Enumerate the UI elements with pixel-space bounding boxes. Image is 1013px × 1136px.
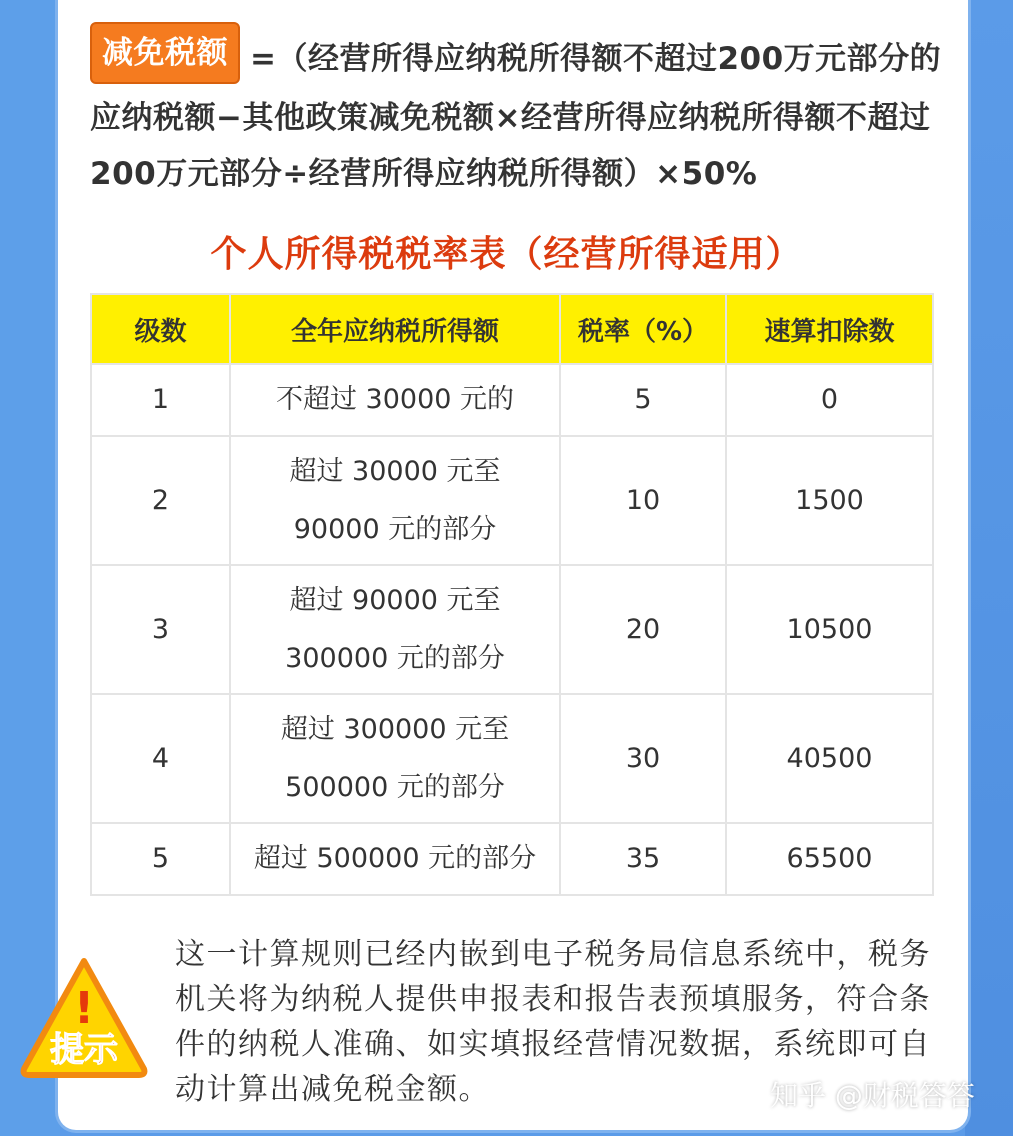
cell-level: 4 xyxy=(91,694,230,823)
cell-range xyxy=(230,364,560,436)
header-tax-rate: 税率（%） xyxy=(560,294,726,364)
cell-rate: 5 xyxy=(560,364,726,436)
cell-range-line: 500000 元的部分 xyxy=(285,771,505,803)
formula-paragraph xyxy=(90,28,960,202)
cell-deduction: 10500 xyxy=(726,565,933,694)
cell-rate: 35 xyxy=(560,823,726,895)
cell-range-line: 90000 元的部分 xyxy=(293,513,497,545)
header-quick-deduction: 速算扣除数 xyxy=(726,294,933,364)
cell-deduction: 0 xyxy=(726,364,933,436)
cell-level: 5 xyxy=(91,823,230,895)
cell-level: 2 xyxy=(91,436,230,565)
right-background-strip xyxy=(965,0,1013,1136)
cell-range-line: 超过 500000 元的部分 xyxy=(253,843,537,874)
cell-range-line: 超过 30000 元至 xyxy=(289,455,501,487)
warning-tip-icon xyxy=(18,955,150,1079)
table-header-row xyxy=(91,294,933,364)
table-row xyxy=(91,436,933,565)
cell-deduction: 65500 xyxy=(726,823,933,895)
cell-range xyxy=(230,436,560,565)
table-row xyxy=(91,694,933,823)
table-row xyxy=(91,565,933,694)
cell-range-line: 超过 300000 元至 xyxy=(280,713,510,745)
watermark: 知乎 @财税答答 xyxy=(770,1079,975,1112)
cell-rate: 30 xyxy=(560,694,726,823)
tip-icon-label: 提示 xyxy=(50,1030,118,1070)
cell-range xyxy=(230,823,560,895)
table-title: 个人所得税税率表（经营所得适用） xyxy=(210,234,803,275)
table-row xyxy=(91,364,933,436)
cell-level: 1 xyxy=(91,364,230,436)
cell-range-line: 超过 90000 元至 xyxy=(289,584,501,616)
cell-range xyxy=(230,694,560,823)
tip-icon-mark: ! xyxy=(73,983,95,1034)
cell-range-line: 300000 元的部分 xyxy=(285,642,505,674)
tax-rate-table xyxy=(90,293,934,896)
cell-rate: 20 xyxy=(560,565,726,694)
cell-range-line: 不超过 30000 元的 xyxy=(275,384,515,415)
formula-text: =（经营所得应纳税所得额不超过200万元部分的应纳税额−其他政策减免税额×经营所得应纳税所得额不超过200万元部分÷经营所得应纳税所得额）×50% xyxy=(90,41,942,192)
header-level: 级数 xyxy=(91,294,230,364)
header-income-range: 全年应纳税所得额 xyxy=(230,294,560,364)
cell-deduction: 1500 xyxy=(726,436,933,565)
tip-text: 这一计算规则已经内嵌到电子税务局信息系统中，税务机关将为纳税人提供申报表和报告表预填服务，符合条件的纳税人准确、如实填报经营情况数据，系统即可自动计算出减免税金额。 xyxy=(175,937,931,1107)
cell-deduction: 40500 xyxy=(726,694,933,823)
cell-rate: 10 xyxy=(560,436,726,565)
table-row xyxy=(91,823,933,895)
cell-range xyxy=(230,565,560,694)
cell-level: 3 xyxy=(91,565,230,694)
formula-tag: 减免税额 xyxy=(90,22,240,84)
